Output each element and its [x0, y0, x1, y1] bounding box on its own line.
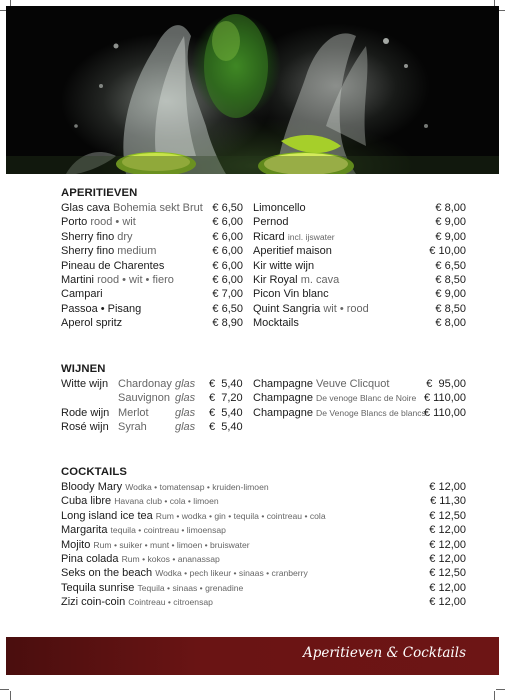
cocktail-price: € 12,00 — [429, 581, 466, 594]
wine-price: € 5,40 — [209, 378, 243, 390]
wijnen-left-column — [61, 377, 243, 435]
menu-item — [253, 302, 466, 316]
menu-item — [61, 316, 243, 330]
champagne-row — [253, 377, 466, 391]
wine-row — [61, 377, 243, 391]
cocktail-name: Cuba libre — [61, 495, 112, 508]
section-aperitieven — [61, 186, 466, 336]
item-name: Pernod — [253, 216, 289, 229]
menu-item — [253, 273, 466, 287]
wine-serving: glas — [175, 406, 196, 419]
crop-mark — [10, 691, 11, 700]
crop-mark — [496, 689, 505, 690]
menu-item — [61, 302, 243, 316]
menu-item — [253, 316, 466, 330]
cocktail-price: € 12,00 — [429, 552, 466, 565]
wine-description: De venoge Blanc de Noire — [316, 393, 417, 404]
wine-name: Rode wijn — [61, 406, 110, 419]
crop-mark — [0, 689, 9, 690]
cocktail-ingredients: Tequila • sinaas • grenadine — [137, 582, 244, 593]
item-name: Sherry fino — [61, 245, 115, 258]
wine-name: Champagne — [253, 392, 313, 405]
item-name: Limoncello — [253, 202, 306, 214]
cocktail-price: € 11,30 — [430, 495, 466, 508]
wine-price: € 110,00 — [423, 406, 466, 419]
item-name: Passoa • Pisang — [61, 302, 142, 315]
wine-grape: Syrah — [118, 421, 147, 434]
wine-row — [61, 420, 243, 434]
section-title-wijnen: WIJNEN — [61, 363, 106, 375]
cocktail-name: Zizi coin-coin — [61, 596, 126, 609]
wine-grape: Sauvignon — [118, 392, 170, 405]
item-name: Sherry fino — [61, 230, 115, 243]
crop-mark — [494, 691, 495, 700]
cocktail-name: Margarita — [61, 524, 108, 537]
wine-price: € 5,40 — [209, 406, 243, 419]
cocktail-item — [61, 480, 466, 494]
item-name: Glas cava — [61, 202, 110, 214]
wine-name: Rosé wijn — [61, 421, 109, 434]
item-price: € 6,00 — [212, 259, 243, 272]
cocktail-ingredients: Havana club • cola • limoen — [114, 496, 219, 507]
cocktail-name: Long island ice tea — [61, 509, 153, 522]
item-name: Pineau de Charentes — [61, 259, 165, 272]
wine-name: Champagne — [253, 406, 313, 419]
wine-description: De Venoge Blancs de blancs — [316, 407, 426, 418]
item-price: € 6,00 — [212, 216, 243, 229]
item-price: € 9,00 — [435, 216, 466, 229]
cocktail-ingredients: Cointreau • citroensap — [128, 597, 213, 608]
item-name: Campari — [61, 288, 103, 301]
item-name: Martini — [61, 273, 95, 286]
champagne-row — [253, 391, 466, 405]
cocktail-ingredients: Rum • kokos • ananassap — [121, 553, 220, 564]
cocktail-ingredients: Wodka • tomatensap • kruiden-limoen — [125, 482, 269, 492]
menu-item — [61, 215, 243, 229]
item-price: € 7,00 — [212, 288, 243, 301]
water-splash-illustration — [6, 6, 499, 174]
wine-name: Champagne — [253, 378, 313, 390]
item-description: rood • wit — [90, 216, 136, 229]
item-description: wit • rood — [323, 302, 369, 315]
item-price: € 6,50 — [435, 259, 466, 272]
item-price: € 8,00 — [435, 202, 466, 214]
cocktail-item — [61, 552, 466, 566]
item-price: € 9,00 — [435, 230, 466, 243]
item-description: Bohemia sekt Brut — [112, 202, 203, 214]
item-price: € 6,50 — [212, 202, 243, 214]
item-description: dry — [117, 230, 133, 243]
cocktail-item — [61, 523, 466, 537]
menu-item — [61, 201, 243, 215]
cocktail-item — [61, 581, 466, 595]
menu-item — [61, 287, 243, 301]
item-name: Porto — [61, 216, 88, 229]
item-description: medium — [117, 245, 157, 258]
item-price: € 8,90 — [212, 317, 243, 330]
item-name: Mocktails — [253, 317, 299, 330]
menu-item — [253, 259, 466, 273]
cocktail-name: Mojito — [61, 538, 91, 551]
cocktail-ingredients: Rum • suiker • munt • limoen • bruiswater — [93, 539, 250, 550]
cocktail-ingredients: Rum • wodka • gin • tequila • cointreau • cola — [155, 510, 326, 521]
menu-item — [253, 230, 466, 244]
wijnen-right-column — [253, 377, 466, 420]
cocktail-price: € 12,00 — [429, 481, 466, 493]
wine-name: Witte wijn — [61, 378, 109, 390]
wine-description: Veuve Clicquot — [316, 378, 390, 390]
menu-item — [61, 259, 243, 273]
menu-item — [253, 201, 466, 215]
wine-price: € 7,20 — [209, 392, 243, 405]
item-name: Ricard — [253, 230, 285, 243]
aperitieven-left-column — [61, 201, 243, 331]
menu-item — [61, 230, 243, 244]
item-name: Kir Royal — [253, 273, 298, 286]
cocktail-price: € 12,50 — [429, 567, 466, 580]
footer-band — [6, 637, 499, 675]
item-price: € 8,50 — [435, 273, 466, 286]
item-name: Quint Sangria — [253, 302, 321, 315]
cocktail-price: € 12,00 — [429, 538, 466, 551]
menu-item — [61, 273, 243, 287]
item-price: € 6,00 — [212, 230, 243, 243]
menu-item — [253, 244, 466, 258]
wine-price: € 95,00 — [426, 378, 466, 390]
item-description: incl. ijswater — [287, 231, 335, 242]
aperitieven-right-column — [253, 201, 466, 331]
item-name: Kir witte wijn — [253, 259, 315, 272]
item-price: € 6,50 — [212, 302, 243, 315]
item-price: € 8,50 — [435, 302, 466, 315]
cocktail-item — [61, 538, 466, 552]
hero-image — [6, 6, 499, 174]
cocktail-price: € 12,00 — [429, 596, 466, 609]
wine-row — [61, 406, 243, 420]
cocktail-name: Tequila sunrise — [61, 581, 135, 594]
item-price: € 9,00 — [435, 288, 466, 301]
wine-row — [61, 391, 243, 405]
item-description: rood • wit • fiero — [97, 273, 174, 286]
item-description: m. cava — [300, 273, 340, 286]
cocktail-ingredients: Wodka • pech likeur • sinaas • cranberry — [155, 568, 308, 579]
item-name: Picon Vin blanc — [253, 288, 329, 301]
section-cocktails — [61, 465, 466, 615]
cocktail-item — [61, 595, 466, 609]
cocktail-item — [61, 566, 466, 580]
cocktail-item — [61, 494, 466, 508]
cocktail-price: € 12,00 — [429, 524, 466, 537]
wine-grape: Chardonay — [118, 378, 172, 390]
item-price: € 6,00 — [212, 245, 243, 258]
wine-serving: glas — [175, 392, 196, 405]
menu-item — [253, 287, 466, 301]
section-wijnen — [61, 362, 466, 442]
item-name: Aperitief maison — [253, 245, 332, 258]
champagne-row — [253, 406, 466, 420]
wine-grape: Merlot — [118, 406, 149, 419]
cocktails-list — [61, 480, 466, 610]
wine-serving: glas — [175, 421, 196, 434]
cocktail-name: Bloody Mary — [61, 481, 123, 493]
cocktail-name: Seks on the beach — [61, 567, 153, 580]
cocktail-name: Pina colada — [61, 552, 119, 565]
section-title-cocktails: COCKTAILS — [61, 466, 127, 478]
wine-serving: glas — [175, 378, 196, 390]
cocktail-price: € 12,50 — [429, 509, 466, 522]
menu-item — [61, 244, 243, 258]
item-name: Aperol spritz — [61, 317, 123, 330]
item-price: € 8,00 — [435, 317, 466, 330]
cocktail-item — [61, 509, 466, 523]
menu-item — [253, 215, 466, 229]
item-price: € 6,00 — [212, 273, 243, 286]
cocktail-ingredients: tequila • cointreau • limoensap — [110, 525, 226, 536]
section-title-aperitieven: APERITIEVEN — [61, 187, 138, 199]
footer-title: Aperitieven & Cocktails — [302, 645, 466, 661]
item-price: € 10,00 — [429, 245, 466, 258]
wine-price: € 110,00 — [423, 392, 466, 405]
wine-price: € 5,40 — [209, 421, 243, 434]
